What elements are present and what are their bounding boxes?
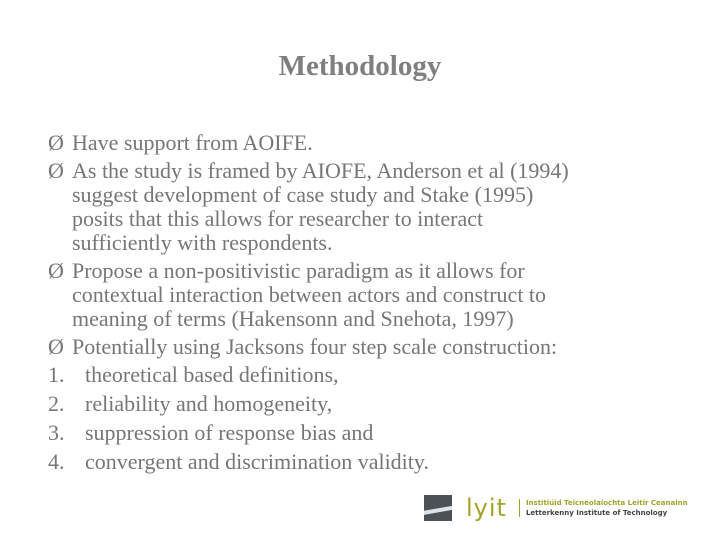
bullet-item bbox=[48, 335, 688, 359]
bullet-text: Have support from AOIFE. bbox=[72, 130, 313, 155]
item-number: 3. bbox=[48, 420, 65, 445]
bullet-text: Potentially using Jacksons four step scale construction: bbox=[72, 334, 558, 359]
institute-name-english: Letterkenny Institute of Technology bbox=[525, 509, 668, 517]
bullet-text: Propose a non-positivistic paradigm as it allows for bbox=[72, 258, 525, 283]
arrow-bullet-icon: Ø bbox=[48, 130, 64, 155]
numbered-item bbox=[48, 421, 688, 445]
bullet-text: contextual interaction between actors and construct to bbox=[72, 282, 547, 307]
numbered-item bbox=[48, 363, 688, 387]
bullet-item bbox=[48, 159, 688, 255]
logo-divider bbox=[519, 499, 520, 517]
bullet-text: sufficiently with respondents. bbox=[72, 230, 333, 255]
arrow-bullet-icon: Ø bbox=[48, 158, 64, 183]
content-list bbox=[48, 131, 688, 479]
numbered-text: reliability and homogeneity, bbox=[85, 391, 333, 416]
logo-mark-icon bbox=[424, 495, 452, 521]
slide-title: Methodology bbox=[278, 50, 442, 82]
bullet-text: meaning of terms (Hakensonn and Snehota, 1997) bbox=[72, 306, 514, 331]
item-number: 2. bbox=[48, 391, 65, 416]
lyit-logo bbox=[424, 494, 688, 522]
bullet-text: suggest development of case study and Stake (1995) bbox=[72, 182, 534, 207]
institute-name bbox=[526, 498, 688, 518]
arrow-bullet-icon: Ø bbox=[48, 334, 64, 359]
numbered-text: convergent and discrimination validity. bbox=[85, 449, 429, 474]
bullet-item bbox=[48, 131, 688, 155]
bullet-text: As the study is framed by AIOFE, Anderson et al (1994) bbox=[72, 158, 569, 183]
logo-wordmark: lyit bbox=[466, 494, 507, 522]
numbered-text: theoretical based definitions, bbox=[85, 362, 339, 387]
item-number: 4. bbox=[48, 449, 65, 474]
institute-name-irish: Institiúid Teicneolaíochta Leitir Ceanainn bbox=[525, 499, 688, 507]
numbered-text: suppression of response bias and bbox=[85, 420, 374, 445]
numbered-item bbox=[48, 392, 688, 416]
item-number: 1. bbox=[48, 362, 65, 387]
arrow-bullet-icon: Ø bbox=[48, 258, 64, 283]
numbered-item bbox=[48, 450, 688, 474]
bullet-item bbox=[48, 259, 688, 331]
bullet-text: posits that this allows for researcher to interact bbox=[72, 206, 484, 231]
